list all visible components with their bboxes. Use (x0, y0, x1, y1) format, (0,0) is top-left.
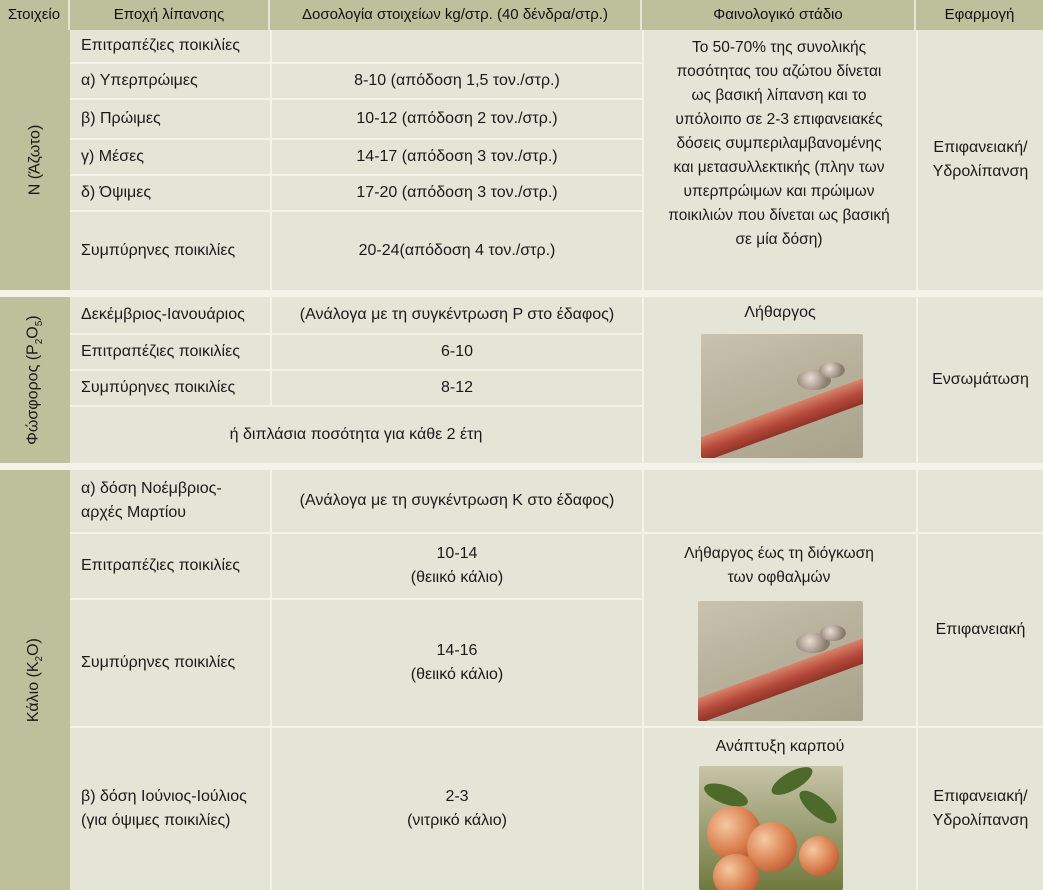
k-row-season: α) δόση Νοέμβριος- αρχές Μαρτίου (81, 480, 222, 521)
nitrogen-application: Επιφανειακή/ Υδρολίπανση (932, 139, 1029, 180)
p-row-dose: (Ανάλογα με τη συγκέντρωση P στο έδαφος) (299, 306, 615, 323)
p-row-season: Επιτραπέζιες ποικιλίες (81, 343, 240, 360)
k-row-dose: 10-14 (θειικό κάλιο) (410, 545, 504, 586)
n-row-season: γ) Μέσες (81, 148, 144, 165)
potassium-label: Κάλιο $(K_2O)$ (0, 470, 70, 890)
n-row-season: Επιτραπέζιες ποικιλίες (81, 37, 240, 54)
p-row-season: Δεκέμβριος-Ιανουάριος (81, 306, 245, 323)
n-row-dose: 10-12 (απόδοση 2 τον./στρ.) (356, 110, 558, 127)
k-row-dose: 2-3 (νιτρικό κάλιο) (407, 788, 507, 829)
n-row-dose: 14-17 (απόδοση 3 τον./στρ.) (356, 148, 558, 165)
k-row-dose: (Ανάλογα με τη συγκέντρωση K στο έδαφος) (299, 492, 615, 509)
nitrogen-label: N (Άζωτο) (0, 30, 70, 290)
k-row-season: Επιτραπέζιες ποικιλίες (81, 557, 240, 574)
n-row-season: δ) Όψιμες (81, 184, 152, 201)
k-row-season: Συμπύρηνες ποικιλίες (81, 654, 236, 671)
k-row-dose: 14-16 (θειικό κάλιο) (410, 642, 504, 683)
p-row-dose: 8-12 (440, 379, 474, 396)
n-row-season: Συμπύρηνες ποικιλίες (81, 242, 236, 259)
k-row-season: β) δόση Ιούνιος-Ιούλιος (για όψιμες ποικιλίες) (81, 788, 247, 829)
potassium-stage-fruit: Ανάπτυξη καρπού (715, 738, 845, 755)
p-row-dose: 6-10 (440, 343, 474, 360)
n-row-dose: 8-10 (απόδοση 1,5 τον./στρ.) (354, 72, 560, 89)
nitrogen-stage-text: Το 50-70% της συνολικής ποσότητας του αζώτου δίνεται ως βασική λίπανση και το υπόλοιπο σε 2-3 επιφανειακές δόσεις συμπεριλαμβανομένης και μετασυλλεκτικής (πλην των υπερπρώιμων και πρώιμων ποικιλιών που δίνεται ως βασική σε μία δόση) (668, 39, 890, 248)
potassium-application-mid: Επιφανειακή (935, 621, 1026, 638)
header-element: Στοιχείο (0, 0, 70, 30)
dormant-twig-photo (701, 334, 863, 458)
header-application: Εφαρμογή (916, 0, 1043, 30)
phosphorus-label: Φώσφορος $(P_2O_5)$ (0, 297, 70, 463)
bud-twig-photo (698, 601, 863, 721)
header-season: Εποχή λίπανσης (70, 0, 270, 30)
p-row-season: Συμπύρηνες ποικιλίες (81, 379, 236, 396)
phosphorus-note: ή διπλάσια ποσότητα για κάθε 2 έτη (229, 426, 483, 443)
potassium-stage-mid: Λήθαργος έως τη διόγκωση των οφθαλμών (684, 545, 874, 586)
peach-fruit-photo (699, 766, 843, 890)
phosphorus-stage: Λήθαργος (744, 304, 816, 321)
phosphorus-application: Ενσωμάτωση (932, 371, 1029, 388)
n-row-dose: 20-24(απόδοση 4 τον./στρ.) (358, 242, 556, 259)
header-dosage: Δοσολογία στοιχείων kg/στρ. (40 δένδρα/στρ.) (270, 0, 642, 30)
n-row-dose: 17-20 (απόδοση 3 τον./στρ.) (356, 184, 558, 201)
potassium-application-last: Επιφανειακή/ Υδρολίπανση (932, 788, 1029, 829)
n-row-season: α) Υπερπρώιμες (81, 72, 198, 89)
n-row-season: β) Πρώιμες (81, 110, 161, 127)
header-stage: Φαινολογικό στάδιο (642, 0, 916, 30)
